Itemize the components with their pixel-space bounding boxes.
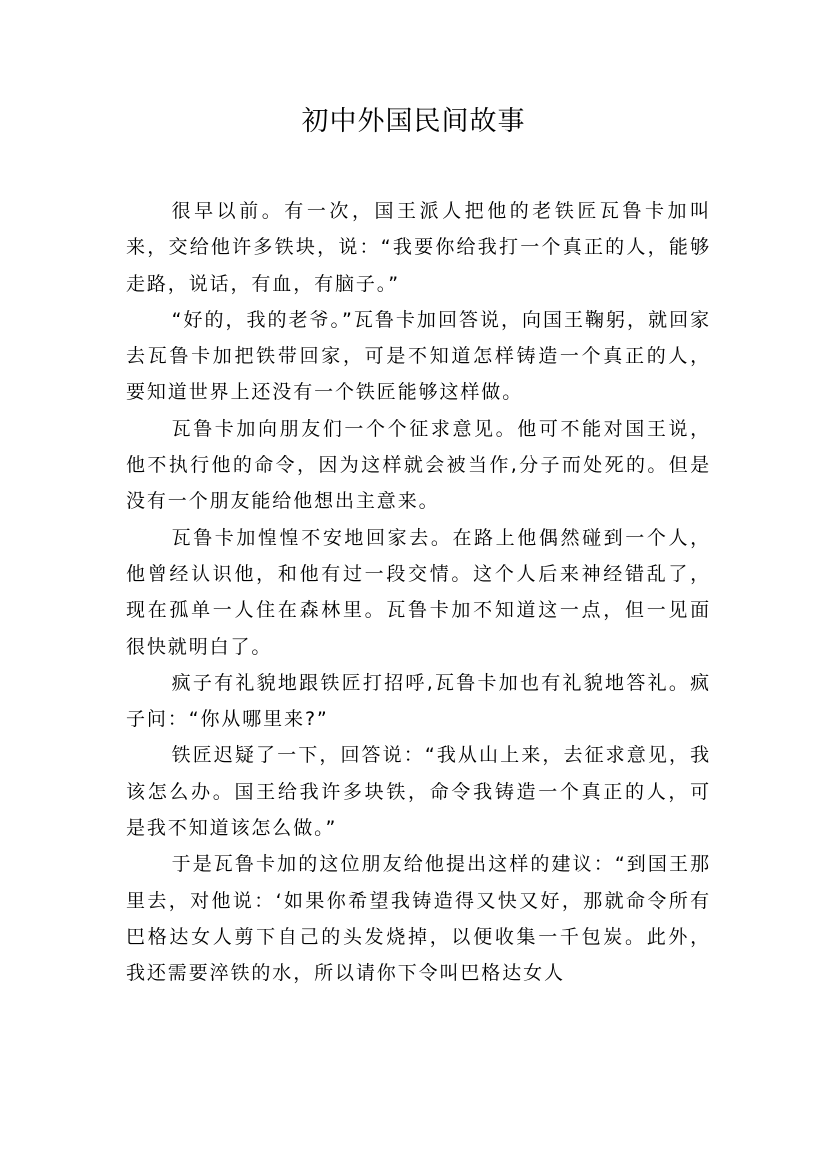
paragraph: 瓦鲁卡加向朋友们一个个征求意见。他可不能对国王说，他不执行他的命令，因为这样就会被当作,分子而处死的。但是没有一个朋友能给他想出主意来。	[126, 417, 711, 513]
document-body	[126, 193, 711, 992]
document-title: 初中外国民间故事	[301, 106, 526, 137]
paragraph: 疯子有礼貌地跟铁匠打招呼,瓦鲁卡加也有礼貌地答礼。疯子问：“你从哪里来?”	[126, 671, 711, 731]
paragraph: 铁匠迟疑了一下，回答说：“我从山上来，去征求意见，我该怎么办。国王给我许多块铁，命令我铸造一个真正的人，可是我不知道该怎么做。”	[126, 744, 711, 840]
paragraph: 瓦鲁卡加惶惶不安地回家去。在路上他偶然碰到一个人，他曾经认识他，和他有过一段交情。这个人后来神经错乱了，现在孤单一人住在森林里。瓦鲁卡加不知道这一点，但一见面很快就明白了。	[126, 526, 711, 658]
paragraph: 于是瓦鲁卡加的这位朋友给他提出这样的建议：“到国王那里去，对他说：‘如果你希望我铸造得又快又好，那就命令所有巴格达女人剪下自己的头发烧掉，以便收集一千包炭。此外，我还需要淬铁的水，所以请你下令叫巴格达女人	[126, 853, 711, 985]
paragraph: 很早以前。有一次，国王派人把他的老铁匠瓦鲁卡加叫来，交给他许多铁块，说：“我要你给我打一个真正的人，能够走路，说话，有血，有脑子。”	[126, 200, 711, 295]
paragraph: “好的，我的老爷。”瓦鲁卡加回答说，向国王鞠躬，就回家去瓦鲁卡加把铁带回家，可是不知道怎样铸造一个真正的人，要知道世界上还没有一个铁匠能够这样做。	[126, 308, 711, 404]
